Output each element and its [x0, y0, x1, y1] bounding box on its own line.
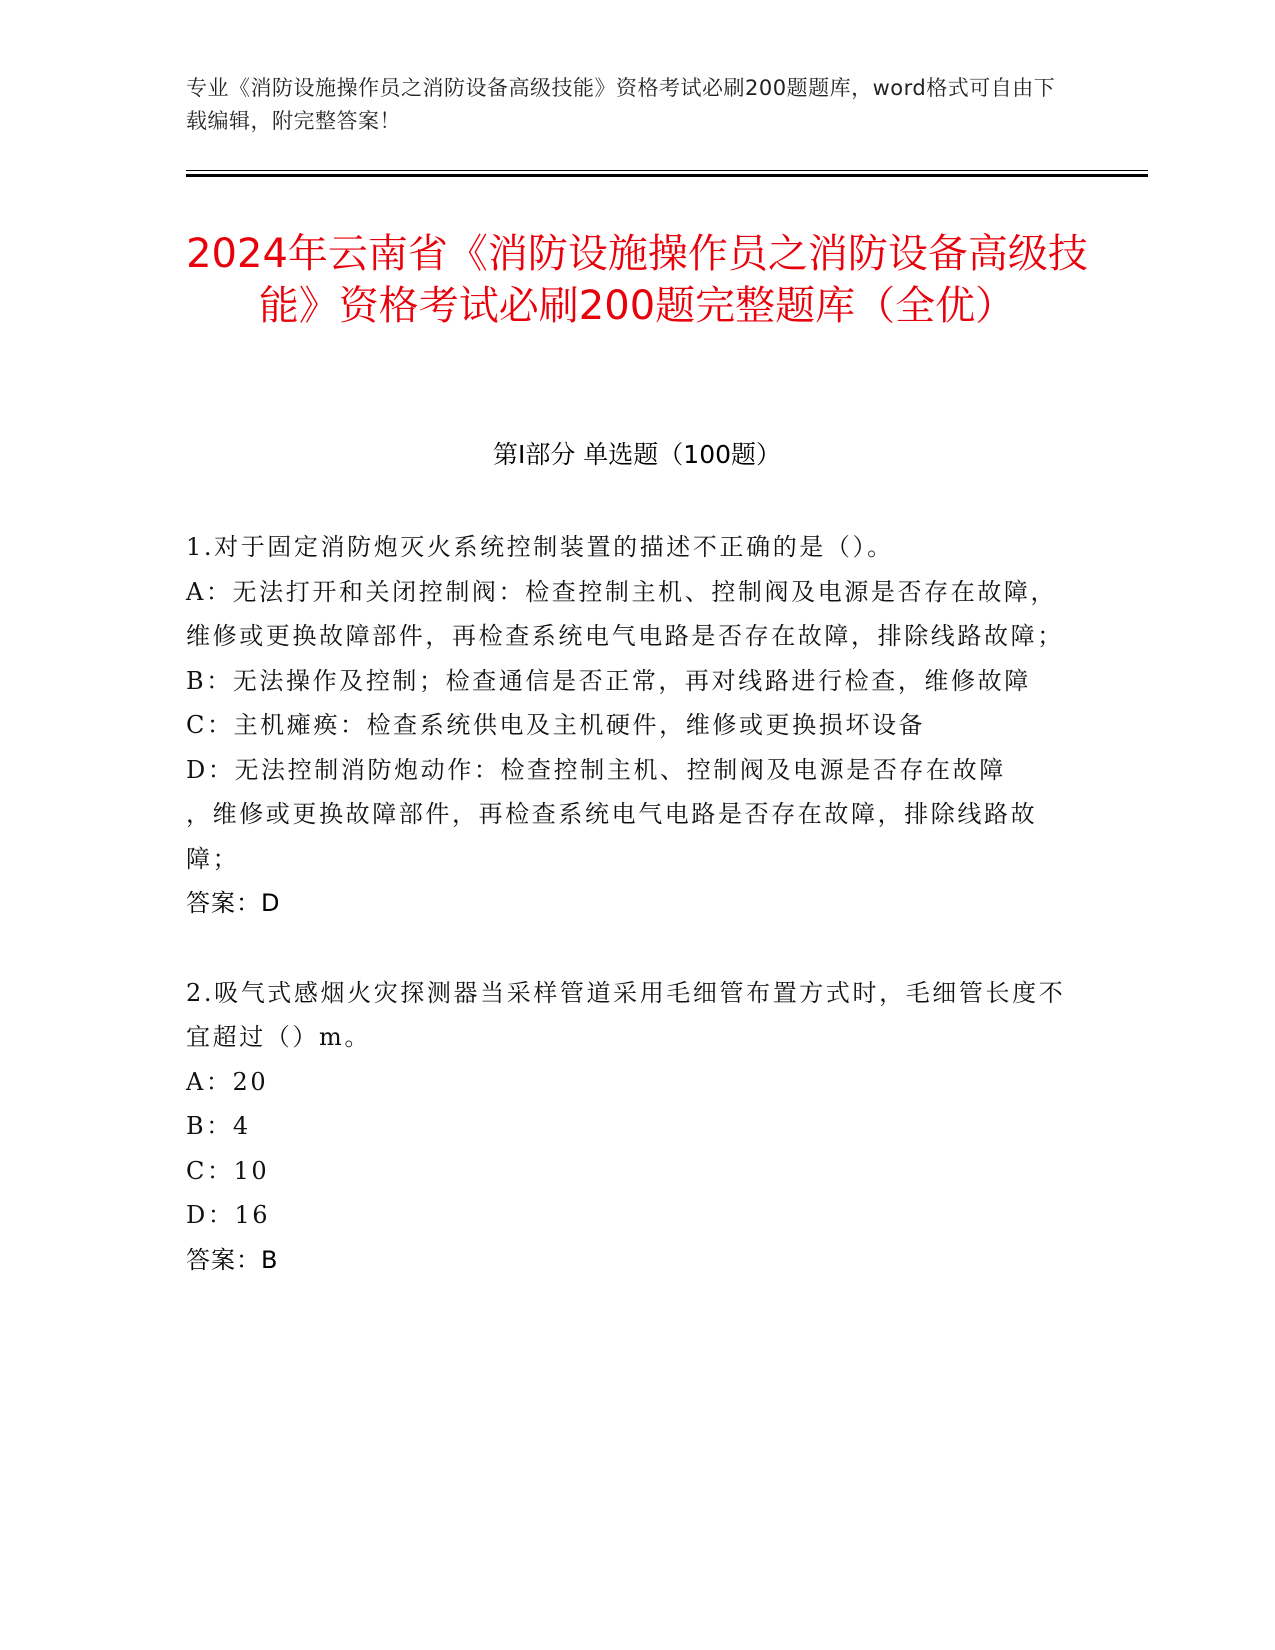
question-1: [186, 525, 1066, 926]
header-note: 专业《消防设施操作员之消防设备高级技能》资格考试必刷200题题库，word格式可自由下载编辑，附完整答案！: [186, 76, 1056, 133]
option-d: D：无法控制消防炮动作：检查控制主机、控制阀及电源是否存在故障 ，维修或更换故障部件，再检查系统电气电路是否存在故障，排除线路故障；: [186, 755, 1038, 873]
section-heading: 第I部分 单选题（100题）: [492, 440, 782, 469]
option-c: C：10: [186, 1156, 270, 1185]
option-c: C：主机瘫痪：检查系统供电及主机硬件，维修或更换损坏设备: [186, 711, 926, 739]
option-b: B：4: [186, 1112, 251, 1140]
question-stem: 2.吸气式感烟火灾探测器当采样管道采用毛细管布置方式时，毛细管长度不宜超过（）m。: [186, 978, 1066, 1051]
header-divider-thick: [186, 174, 1148, 177]
option-d: D：16: [186, 1201, 271, 1229]
header-divider-thin: [186, 170, 1148, 171]
option-b: B：无法操作及控制；检查通信是否正常，再对线路进行检查，维修故障: [186, 666, 1031, 695]
question-2: [186, 971, 1066, 1283]
option-a: A：无法打开和关闭控制阀：检查控制主机、控制阀及电源是否存在故障，维修或更换故障部件，再检查系统电气电路是否存在故障，排除线路故障；: [186, 577, 1064, 650]
question-stem: 1.对于固定消防炮灭火系统控制装置的描述不正确的是（）。: [186, 533, 894, 561]
answer: 答案：D: [186, 889, 281, 917]
answer: 答案：B: [186, 1245, 279, 1274]
document-title: 2024年云南省《消防设施操作员之消防设备高级技能》资格考试必刷200题完整题库（全优）: [186, 231, 1088, 329]
question-list: [186, 525, 1066, 1327]
option-a: A：20: [186, 1067, 269, 1096]
